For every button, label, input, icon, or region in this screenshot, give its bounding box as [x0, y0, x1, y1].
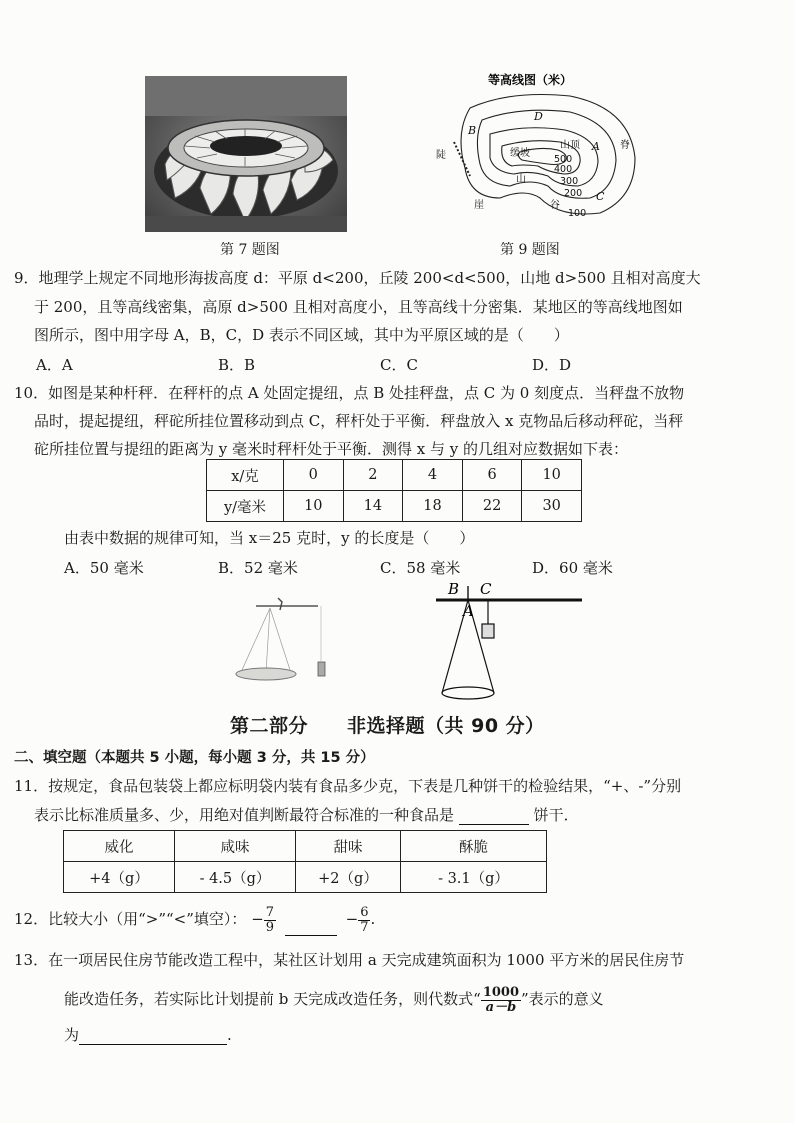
- q11-value-2: +2（g）: [296, 862, 401, 893]
- q11-value-1: - 4.5（g）: [175, 862, 296, 893]
- q13-denominator: a－b: [485, 999, 517, 1015]
- q10-line-1: 10．如图是某种杆秤．在秤杆的点 A 处固定提纽，点 B 处挂秤盘，点 C 为 0 刻度点．当秤盘不放物: [14, 384, 685, 402]
- q13-line-3: [64, 1025, 232, 1045]
- q13-line-3-end: .: [227, 1026, 232, 1044]
- contour-label-summit: 山顶: [560, 140, 580, 151]
- q12-left-numerator: 7: [265, 904, 275, 920]
- q9-option-d[interactable]: D．D: [532, 356, 572, 374]
- q12-line: [14, 902, 375, 936]
- contour-label-mountain: 山: [516, 174, 526, 185]
- q12-right-numerator: 6: [360, 904, 369, 920]
- q9-line-3: 图所示，图中用字母 A，B，C，D 表示不同区域，其中为平原区域的是（ ）: [34, 326, 569, 344]
- q11-header-row: [64, 831, 547, 862]
- q10-x-0: 0: [284, 460, 344, 491]
- q12-left-fraction: [264, 906, 276, 935]
- contour-label-b: B: [468, 124, 477, 137]
- q11-line-2-text: 表示比标准质量多、少，用绝对值判断最符合标准的一种食品是: [34, 806, 455, 824]
- q13-line-3-text: 为: [64, 1026, 80, 1044]
- q11-value-3: - 3.1（g）: [401, 862, 547, 893]
- q13-numerator: 1000: [482, 984, 519, 1000]
- q10-option-a[interactable]: A．50 毫米: [64, 559, 144, 577]
- q10-after-table: 由表中数据的规律可知，当 x＝25 克时，y 的长度是（ ）: [64, 529, 475, 547]
- part2-title: 第二部分 非选择题（共 90 分）: [230, 715, 545, 737]
- q11-header-3: 酥脆: [401, 831, 547, 862]
- q11-line-2: [34, 805, 579, 825]
- q10-y-4: 30: [522, 491, 582, 522]
- contour-label-valley: 谷: [550, 200, 560, 211]
- q11-header-0: 威化: [64, 831, 175, 862]
- fig9-contour-map: [430, 68, 650, 233]
- q12-right-denominator: 7: [360, 919, 369, 935]
- q9-option-b[interactable]: B．B: [218, 356, 256, 374]
- q10-row-y: [207, 491, 582, 522]
- steelyard-diagram: [420, 578, 590, 708]
- q12-left-sign: −: [251, 910, 264, 928]
- q11-line-2-end: 饼干．: [533, 806, 579, 824]
- q13-line-1: 13．在一项居民住房节能改造工程中，某社区计划用 a 天完成建筑面积为 1000 平方米的居民住房节: [14, 951, 685, 969]
- q11-header-2: 甜味: [296, 831, 401, 862]
- elevation-400: 400: [554, 164, 573, 175]
- q10-line-2: 品时，提起提纽，秤砣所挂位置移动到点 C，秤杆处于平衡．秤盘放入 x 克物品后移动秤砣，当秤: [34, 412, 684, 430]
- q12-right-sign: −: [345, 910, 359, 928]
- q10-x-3: 6: [462, 460, 522, 491]
- q11-value-row: [64, 862, 547, 893]
- diagram-label-b: B: [448, 580, 460, 598]
- fig7-photo: [145, 76, 347, 232]
- elevation-300: 300: [560, 176, 579, 187]
- contour-label-ridge: 脊: [620, 140, 630, 151]
- q12-left-denominator: 9: [265, 919, 275, 935]
- q10-option-c[interactable]: C．58 毫米: [380, 559, 461, 577]
- q13-fraction: [481, 986, 521, 1015]
- contour-title: 等高线图（米）: [488, 73, 573, 87]
- q12-end: .: [370, 910, 376, 928]
- q11-food-table: [63, 830, 547, 893]
- q10-data-table: [206, 459, 582, 522]
- elevation-100: 100: [568, 208, 587, 219]
- q9-line-2: 于 200，且等高线密集，高原 d>500 且相对高度小，且等高线十分密集．某地区的等高线地图如: [34, 298, 683, 316]
- diagram-label-c: C: [480, 580, 492, 598]
- contour-label-c: C: [596, 190, 605, 203]
- fig7-caption: 第 7 题图: [220, 242, 280, 258]
- steelyard-photo: [228, 592, 338, 692]
- fig9-caption: 第 9 题图: [500, 242, 560, 258]
- q9-option-a[interactable]: A．A: [36, 356, 73, 374]
- q13-line-2-text: 能改造任务，若实际比计划提前 b 天完成改造任务，则代数式“: [64, 990, 481, 1008]
- contour-label-gentle: 缓坡: [510, 148, 530, 159]
- q11-value-0: +4（g）: [64, 862, 175, 893]
- q12-answer-blank[interactable]: [285, 917, 337, 936]
- q10-x-2: 4: [403, 460, 463, 491]
- q12-right-fraction: [358, 906, 370, 935]
- diagram-label-a: A: [463, 602, 474, 620]
- q11-answer-blank[interactable]: [459, 808, 529, 825]
- q11-header-1: 咸味: [175, 831, 296, 862]
- elevation-500: 500: [554, 154, 573, 165]
- q9-line-1: 9．地理学上规定不同地形海拔高度 d：平原 d<200，丘陵 200<d<500，山地 d>500 且相对高度大: [14, 269, 701, 287]
- q9-option-c[interactable]: C．C: [380, 356, 418, 374]
- q10-y-1: 14: [343, 491, 403, 522]
- q10-option-d[interactable]: D．60 毫米: [532, 559, 613, 577]
- contour-label-cliff: 崖: [474, 200, 484, 211]
- q10-row-x-label: x/克: [207, 460, 284, 491]
- section2-title: 二、填空题（本题共 5 小题，每小题 3 分，共 15 分）: [14, 750, 375, 766]
- contour-label-steep: 陡: [436, 150, 446, 161]
- q10-x-1: 2: [343, 460, 403, 491]
- q13-answer-blank[interactable]: [79, 1028, 227, 1045]
- q10-x-4: 10: [522, 460, 582, 491]
- q10-row-x: [207, 460, 582, 491]
- q10-y-0: 10: [284, 491, 344, 522]
- q10-y-3: 22: [462, 491, 522, 522]
- contour-label-d: D: [534, 110, 543, 123]
- q10-line-3: 砣所挂位置与提纽的距离为 y 毫米时秤杆处于平衡．测得 x 与 y 的几组对应数据如下表：: [34, 440, 629, 458]
- q13-line-2-end: ”表示的意义: [521, 990, 604, 1008]
- q11-line-1: 11．按规定，食品包装袋上都应标明袋内装有食品多少克，下表是几种饼干的检验结果，“+、-”分别: [14, 777, 682, 795]
- contour-label-a: A: [592, 140, 600, 153]
- q13-line-2: [64, 982, 604, 1016]
- q12-prefix: 12．比较大小（用“>”“<”填空）：: [14, 910, 247, 928]
- q10-row-y-label: y/毫米: [207, 491, 284, 522]
- q10-y-2: 18: [403, 491, 463, 522]
- elevation-200: 200: [564, 188, 583, 199]
- q10-option-b[interactable]: B．52 毫米: [218, 559, 298, 577]
